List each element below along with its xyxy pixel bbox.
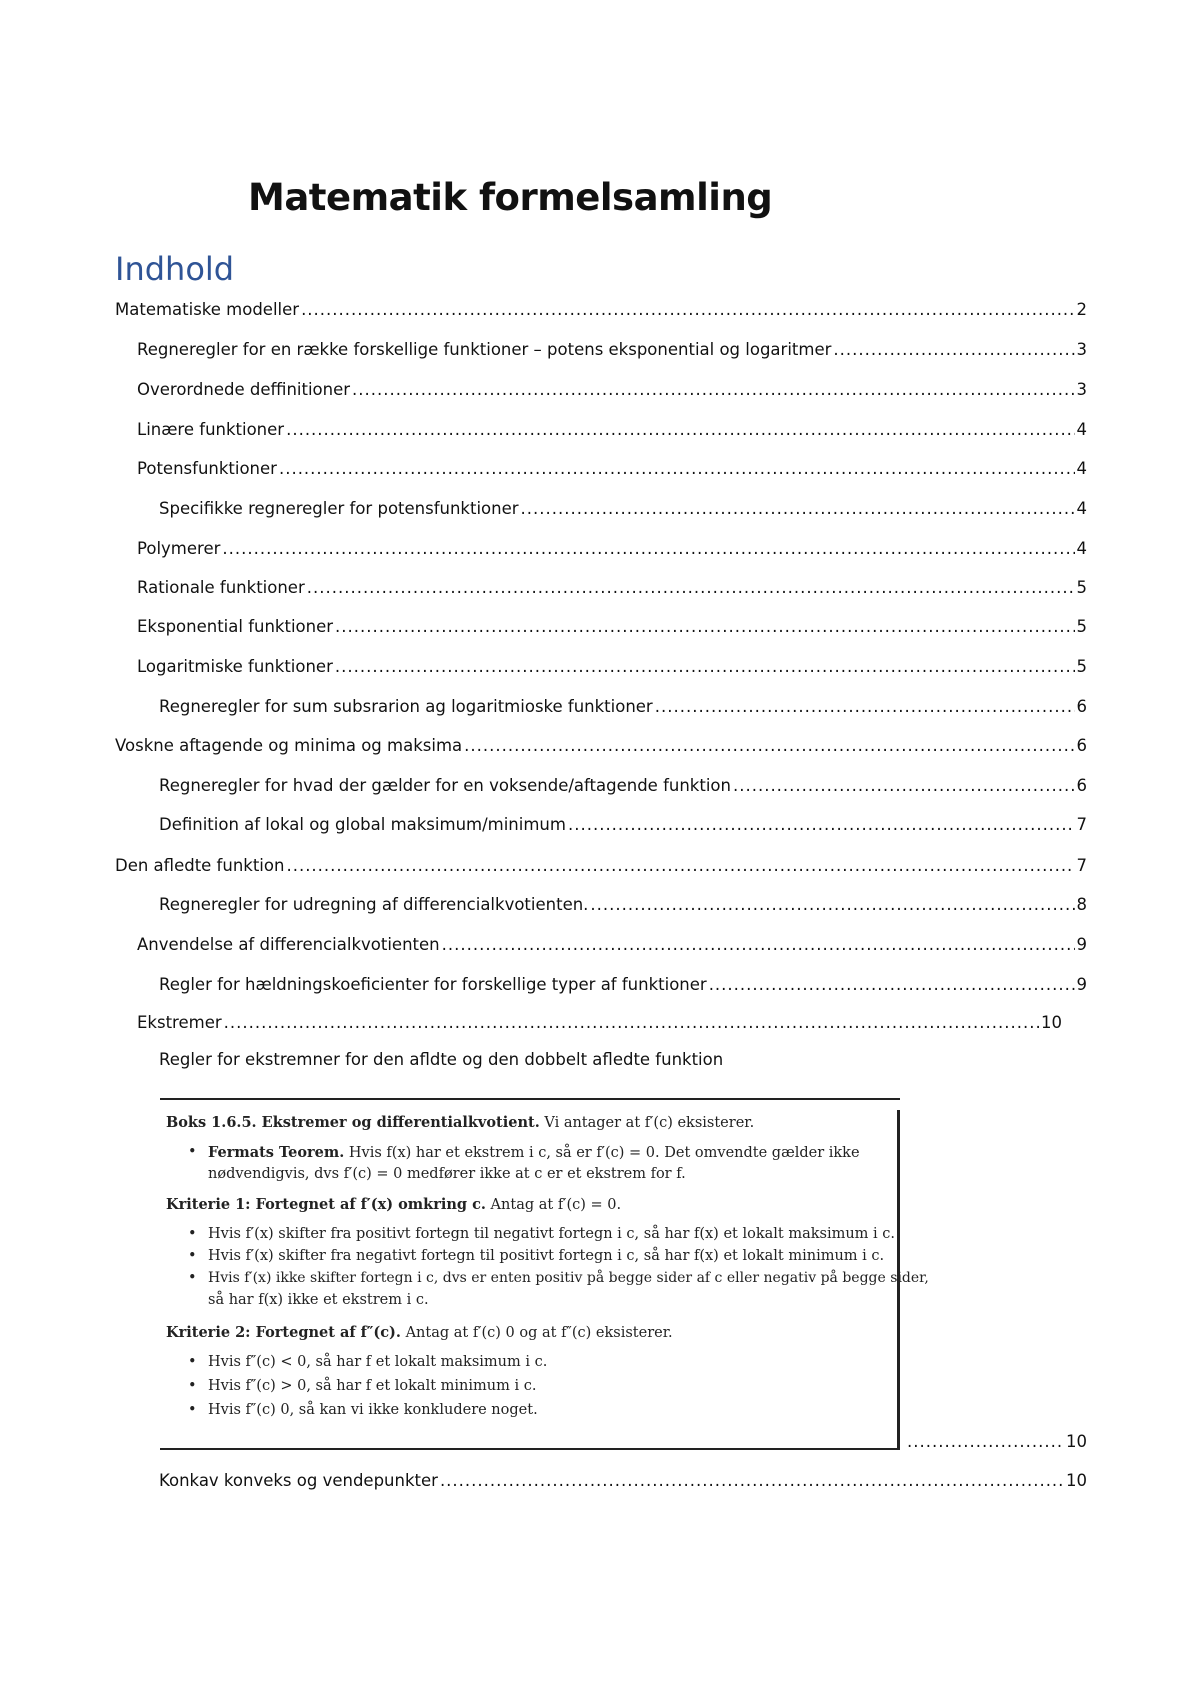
toc-entry[interactable] [137,456,1087,482]
toc-leader-dots [224,1010,1039,1036]
toc-entry-page: 10 [1066,1432,1087,1451]
toc-entry[interactable] [137,417,1087,443]
toc-leader-dots [521,496,1075,522]
box-heading-rest: Vi antager at f′(c) eksisterer. [539,1115,755,1131]
toc-entry-text: Potensfunktioner [137,459,277,478]
toc-entry[interactable] [159,812,1087,838]
toc-entry-text: Regneregler for udregning af differencialkvotienten. [159,895,589,914]
toc-entry[interactable] [159,972,1087,998]
toc-leader-dots [286,417,1074,443]
toc-entry-text: Rationale funktioner [137,578,305,597]
toc-entry-page: 7 [1076,856,1087,875]
toc-entry-continuation[interactable] [905,1429,1087,1455]
fermat-line-2: nødvendigvis, dvs f′(c) = 0 medfører ikke at c er et ekstrem for f. [208,1166,686,1182]
toc-entry-text: Polymerer [137,539,221,558]
box-bottom-rule [160,1448,900,1451]
toc-entry-page: 8 [1076,895,1087,914]
toc-entry[interactable] [137,536,1087,562]
bullet-dot-icon: • [188,1144,197,1160]
toc-leader-dots [286,853,1074,879]
criterion-2-bullet: Hvis f″(c) 0, så kan vi ikke konkludere noget. [208,1402,538,1418]
toc-leader-dots [833,337,1074,363]
criterion-2-bullet: Hvis f″(c) < 0, så har f et lokalt maksimum i c. [208,1354,548,1370]
toc-leader-dots [307,575,1075,601]
criterion-1-heading [166,1196,621,1213]
toc-leader-dots [568,812,1075,838]
toc-heading: Indhold [115,250,235,288]
embedded-formula-box-image [160,1098,929,1450]
toc-entry-page: 9 [1076,935,1087,954]
toc-leader-dots [655,694,1075,720]
criterion-1-bold: Kriterie 1: Fortegnet af f′(x) omkring c. [166,1196,486,1213]
toc-entry-text: Specifikke regneregler for potensfunktioner [159,499,519,518]
toc-entry-page: 6 [1076,697,1087,716]
fermat-line [208,1144,860,1161]
criterion-1-bullet: Hvis f′(x) ikke skifter fortegn i c, dvs er enten positiv på begge sider af c eller negativ på begge sider, [208,1270,929,1286]
toc-entry-page: 2 [1076,300,1087,319]
toc-entry[interactable] [159,694,1087,720]
toc-entry[interactable] [159,773,1087,799]
toc-leader-dots [709,972,1075,998]
criterion-1-rest: Antag at f′(c) = 0. [485,1197,622,1213]
bullet-dot-icon: • [188,1378,197,1394]
toc-entry-text: Definition af lokal og global maksimum/minimum [159,815,566,834]
toc-entry-text: Regler for hældningskoeficienter for forskellige typer af funktioner [159,975,707,994]
toc-entry-page: 3 [1076,380,1087,399]
toc-entry-page: 9 [1076,975,1087,994]
bullet-dot-icon: • [188,1248,197,1264]
toc-leader-dots [279,456,1075,482]
toc-entry-page: 10 [1066,1471,1087,1490]
toc-entry[interactable] [137,377,1087,403]
toc-entry[interactable] [159,892,1087,918]
toc-leader-dots [301,297,1074,323]
toc-entry-page: 10 [1041,1013,1062,1032]
toc-entry-page: 5 [1076,617,1087,636]
criterion-2-bold: Kriterie 2: Fortegnet af f″(c). [166,1324,401,1341]
toc-entry-text: Ekstremer [137,1013,222,1032]
toc-entry-text: Konkav konveks og vendepunkter [159,1471,438,1490]
toc-entry-page: 4 [1076,539,1087,558]
toc-entry[interactable] [137,337,1087,363]
fermat-bold: Fermats Teorem. [208,1144,345,1161]
toc-entry-page: 4 [1076,499,1087,518]
toc-entry-page: 3 [1076,340,1087,359]
toc-entry-page: 7 [1076,815,1087,834]
toc-leader-dots [464,733,1074,759]
box-heading [166,1114,754,1131]
bullet-dot-icon: • [188,1402,197,1418]
criterion-1-bullet: Hvis f′(x) skifter fra positivt fortegn til negativt fortegn i c, så har f(x) et lokalt maksimum i c. [208,1226,896,1242]
toc-entry-text: Anvendelse af differencialkvotienten [137,935,440,954]
toc-entry[interactable] [137,575,1087,601]
toc-entry[interactable] [137,654,1087,680]
toc-entry[interactable] [137,1010,1062,1036]
toc-entry[interactable] [115,297,1087,323]
criterion-2-rest: Antag at f′(c) 0 og at f″(c) eksisterer. [400,1325,673,1341]
criterion-1-bullet-cont: så har f(x) ikke et ekstrem i c. [208,1292,429,1308]
bullet-dot-icon: • [188,1270,197,1286]
bullet-dot-icon: • [188,1354,197,1370]
toc-leader-dots [335,654,1075,680]
toc-entry-page: 4 [1076,459,1087,478]
toc-entry-text: Linære funktioner [137,420,285,439]
criterion-2-heading [166,1324,673,1341]
toc-entry-page: 6 [1076,736,1087,755]
document-title: Matematik formelsamling [248,176,773,219]
toc-leader-dots [335,614,1074,640]
toc-leader-dots [590,892,1074,918]
toc-entry-text: Eksponential funktioner [137,617,334,636]
toc-entry[interactable] [137,932,1087,958]
toc-entry-text: Regneregler for sum subsrarion ag logaritmioske funktioner [159,697,653,716]
toc-entry-text: Regneregler for en række forskellige funktioner – potens eksponential og logaritmer [137,340,832,359]
toc-leader-dots [352,377,1074,403]
toc-entry-text: Voskne aftagende og minima og maksima [115,736,463,755]
box-heading-bold: Boks 1.6.5. Ekstremer og differentialkvotient. [166,1114,540,1131]
toc-leader-dots [907,1429,1064,1455]
toc-entry-text: Logaritmiske funktioner [137,657,333,676]
fermat-rest: Hvis f(x) har et ekstrem i c, så er f′(c) = 0. Det omvendte gælder ikke [344,1145,860,1161]
toc-entry-text: Matematiske modeller [115,300,300,319]
toc-entry-text: Regneregler for hvad der gælder for en voksende/aftagende funktion [159,776,731,795]
toc-entry[interactable] [159,496,1087,522]
box-top-rule [160,1098,900,1100]
toc-entry[interactable] [159,1468,1087,1494]
toc-entry-page: 5 [1076,657,1087,676]
toc-entry[interactable] [115,733,1087,759]
toc-entry-text: Overordnede deffinitioner [137,380,351,399]
toc-leader-dots [222,536,1074,562]
toc-entry[interactable] [137,614,1087,640]
toc-leader-dots [440,1468,1064,1494]
toc-entry-text[interactable]: Regler for ekstremner for den afldte og den dobbelt afledte funktion [159,1050,724,1069]
criterion-1-bullet: Hvis f′(x) skifter fra negativt fortegn til positivt fortegn i c, så har f(x) et lokalt minimum i c. [208,1248,885,1264]
toc-entry-page: 6 [1076,776,1087,795]
toc-entry-page: 5 [1076,578,1087,597]
toc-entry-text: Den afledte funktion [115,856,285,875]
toc-leader-dots [442,932,1075,958]
toc-leader-dots [733,773,1075,799]
toc-entry[interactable] [115,853,1087,879]
toc-entry-page: 4 [1076,420,1087,439]
bullet-dot-icon: • [188,1226,197,1242]
criterion-2-bullet: Hvis f″(c) > 0, så har f et lokalt minimum i c. [208,1378,537,1394]
